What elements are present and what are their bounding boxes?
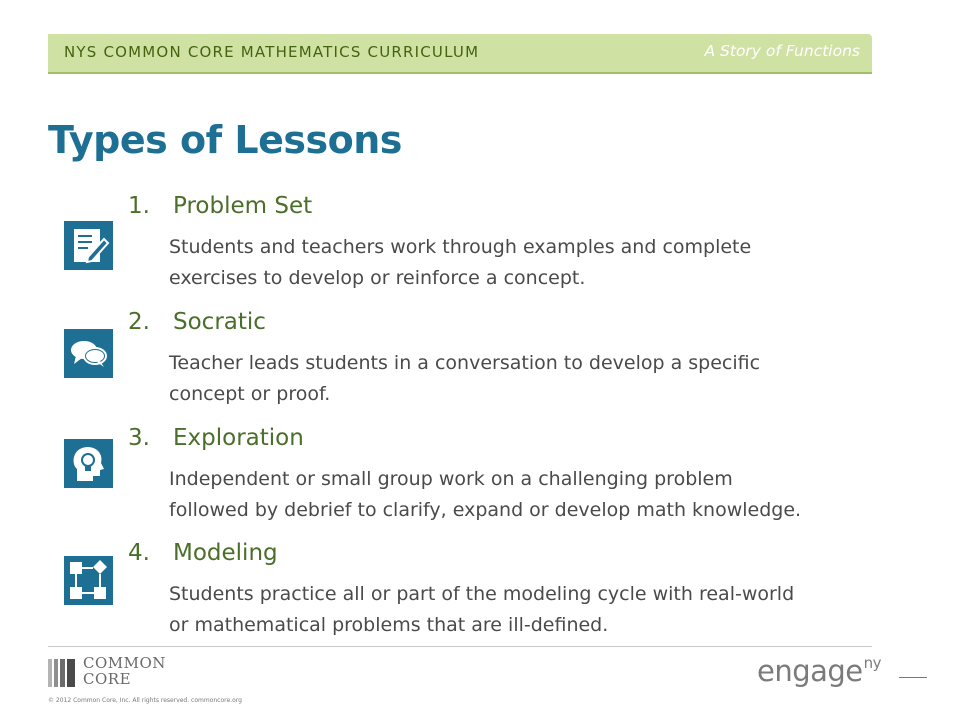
common-core-logo-icon xyxy=(48,659,78,687)
lesson-number: 3. xyxy=(128,425,150,451)
description-line: or mathematical problems that are ill-defined. xyxy=(169,614,609,636)
problem-set-icon xyxy=(64,221,113,270)
description-line: Students practice all or part of the modeling cycle with real-world xyxy=(169,583,795,605)
lesson-number: 2. xyxy=(128,309,150,335)
description-line: Students and teachers work through examples and complete xyxy=(169,236,752,258)
logo-line: CORE xyxy=(83,670,132,688)
lesson-heading xyxy=(128,193,312,219)
lesson-heading xyxy=(128,540,278,566)
copyright-text: © 2012 Common Core, Inc. All rights reserved. commoncore.org xyxy=(48,697,242,704)
footer-divider xyxy=(48,646,872,647)
lesson-name: Socratic xyxy=(173,309,266,335)
speech-bubbles-icon xyxy=(64,329,113,378)
description-line: Teacher leads students in a conversation to develop a specific xyxy=(169,352,761,374)
page-title: Types of Lessons xyxy=(48,118,402,162)
lesson-name: Modeling xyxy=(173,540,278,566)
brand-text: engage xyxy=(757,654,863,688)
lesson-number: 1. xyxy=(128,193,150,219)
lesson-heading xyxy=(128,309,266,335)
lesson-number: 4. xyxy=(128,540,150,566)
lesson-description xyxy=(169,579,899,641)
description-line: followed by debrief to clarify, expand or develop math knowledge. xyxy=(169,499,802,521)
flowchart-icon xyxy=(64,556,113,605)
header-bar xyxy=(48,34,872,74)
lesson-description xyxy=(169,348,899,410)
logo-line: COMMON xyxy=(83,654,166,672)
engage-ny-logo xyxy=(757,654,881,688)
head-lightbulb-icon xyxy=(64,439,113,488)
footer-accent-line xyxy=(899,677,927,678)
description-line: concept or proof. xyxy=(169,383,331,405)
lesson-heading xyxy=(128,425,304,451)
module-label: A Story of Functions xyxy=(704,42,860,60)
description-line: Independent or small group work on a challenging problem xyxy=(169,468,733,490)
brand-sup: ny xyxy=(863,654,882,672)
description-line: exercises to develop or reinforce a concept. xyxy=(169,267,586,289)
lesson-name: Problem Set xyxy=(173,193,313,219)
lesson-name: Exploration xyxy=(173,425,304,451)
common-core-logo-text xyxy=(83,655,166,687)
lesson-description xyxy=(169,232,899,294)
lesson-description xyxy=(169,464,899,526)
curriculum-label: NYS COMMON CORE MATHEMATICS CURRICULUM xyxy=(64,43,480,61)
